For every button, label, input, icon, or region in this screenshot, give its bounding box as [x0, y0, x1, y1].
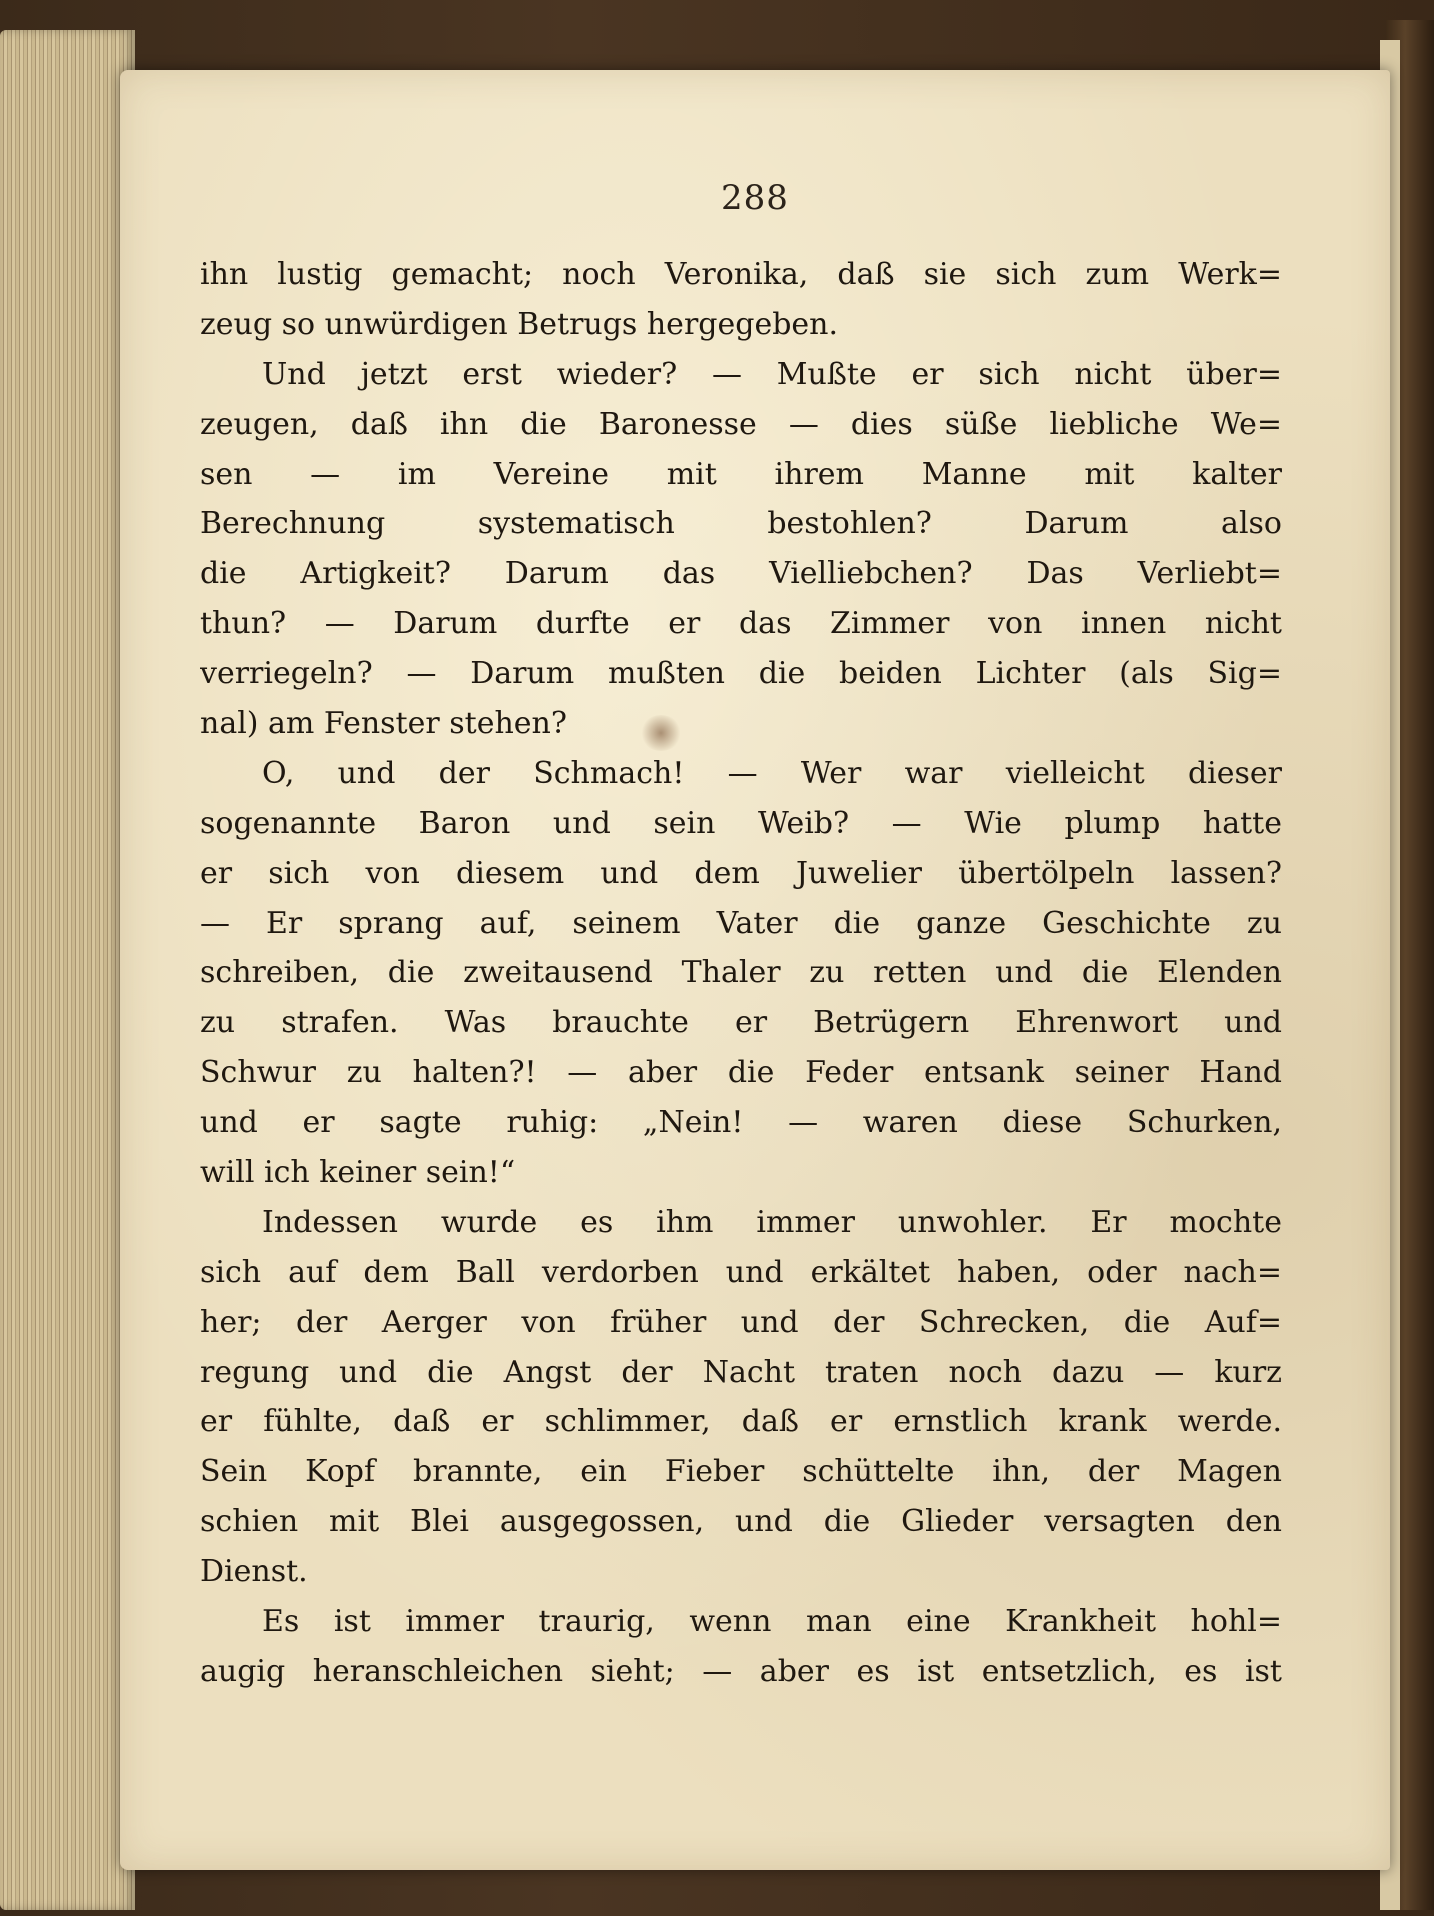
text-line: sogenannte Baron und sein Weib? — Wie plump hatte	[200, 805, 1282, 841]
page-edges	[0, 30, 135, 1910]
text-line: regung und die Angst der Nacht traten noch dazu — kurz	[200, 1354, 1282, 1390]
text-line: die Artigkeit? Darum das Vielliebchen? Das Verliebt=	[200, 556, 1282, 592]
text-line: Und jetzt erst wieder? — Mußte er sich nicht über=	[262, 356, 1282, 392]
page-number: 288	[721, 178, 789, 218]
text-line: augig heranschleichen sieht; — aber es ist entsetzlich, es ist	[200, 1653, 1282, 1689]
text-line: zu strafen. Was brauchte er Betrügern Ehrenwort und	[200, 1005, 1282, 1041]
text-line: zeug so unwürdigen Betrugs hergegeben.	[200, 306, 839, 342]
body-text	[200, 250, 1282, 1697]
text-line: schreiben, die zweitausend Thaler zu retten und die Elenden	[200, 955, 1282, 991]
text-line: Schwur zu halten?! — aber die Feder entsank seiner Hand	[200, 1055, 1282, 1091]
text-line: zeugen, daß ihn die Baronesse — dies süße liebliche We=	[200, 406, 1282, 442]
text-line: sen — im Vereine mit ihrem Manne mit kalter	[200, 456, 1282, 492]
text-line: sich auf dem Ball verdorben und erkältet haben, oder nach=	[200, 1254, 1282, 1290]
text-line: Es ist immer traurig, wenn man eine Krankheit hohl=	[262, 1604, 1282, 1640]
text-line: her; der Aerger von früher und der Schrecken, die Auf=	[200, 1304, 1282, 1340]
text-line: thun? — Darum durfte er das Zimmer von innen nicht	[200, 606, 1282, 642]
text-line: Indessen wurde es ihm immer unwohler. Er mochte	[262, 1204, 1282, 1240]
text-line: ihn lustig gemacht; noch Veronika, daß sie sich zum Werk=	[200, 257, 1282, 292]
text-line: Dienst.	[200, 1554, 308, 1590]
text-line: und er sagte ruhig: „Nein! — waren diese Schurken,	[200, 1105, 1282, 1141]
text-line: schien mit Blei ausgegossen, und die Glieder versagten den	[200, 1504, 1282, 1540]
text-line: — Er sprang auf, seinem Vater die ganze Geschichte zu	[200, 905, 1282, 941]
text-line: Sein Kopf brannte, ein Fieber schüttelte ihn, der Magen	[200, 1454, 1282, 1490]
text-line: er sich von diesem und dem Juwelier übertölpeln lassen?	[200, 855, 1282, 891]
paper-stain	[640, 715, 682, 751]
text-line: Berechnung systematisch bestohlen? Darum also	[200, 506, 1282, 542]
text-line: nal) am Fenster stehen?	[200, 706, 567, 742]
text-line: er fühlte, daß er schlimmer, daß er ernstlich krank werde.	[200, 1404, 1282, 1440]
text-line: O, und der Schmach! — Wer war vielleicht dieser	[262, 755, 1282, 791]
text-line: will ich keiner sein!“	[200, 1155, 516, 1191]
text-line: verriegeln? — Darum mußten die beiden Lichter (als Sig=	[200, 656, 1282, 692]
